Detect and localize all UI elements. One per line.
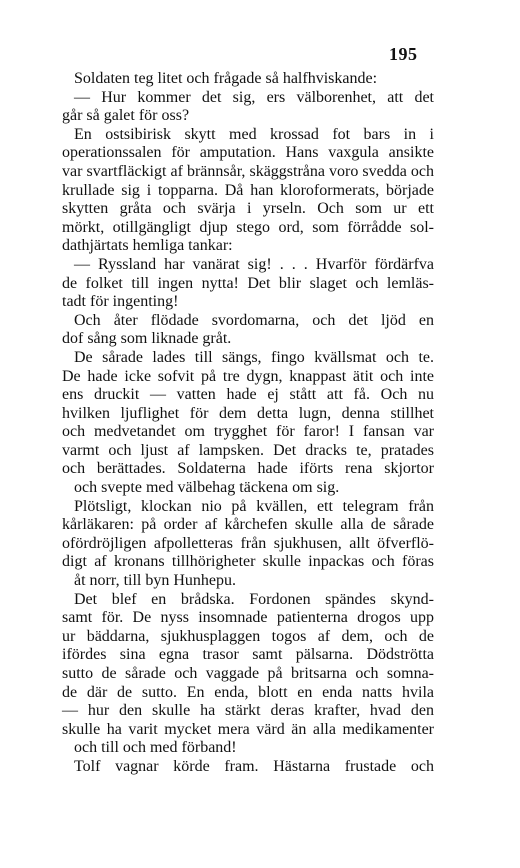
body-text (62, 70, 434, 777)
text-line: var svartfläckigt af brännsår, skäggstråna voro svedda och (62, 162, 434, 180)
text-line: ur bäddarna, sjukhusplaggen togos af dem, och de (62, 627, 434, 645)
text-line: operationssalen för amputation. Hans vaxgula ansikte (62, 144, 434, 162)
text-line: Plötsligt, klockan nio på kvällen, ett telegram från (74, 497, 434, 515)
text-line: Tolf vagnar körde fram. Hästarna frustade och (74, 757, 434, 775)
text-line: — Hur kommer det sig, ers välborenhet, att det (74, 88, 434, 106)
text-line: dof sång som liknade gråt. (62, 330, 232, 348)
text-line: varmt och ljust af lampsken. Det dracks te, pratades (62, 441, 434, 459)
text-line: digt af kronans tillhörigheter skulle inpackas och föras (62, 553, 434, 571)
text-line: En ostsibirisk skytt med krossad fot bars in i (74, 125, 434, 143)
text-line: — Ryssland har vanärat sig! . . . Hvarför fördärfva (74, 255, 434, 273)
text-line: skulle ha varit mycket mera värd än alla medikamenter (62, 720, 434, 738)
text-line: — hur den skulle ha stärkt deras krafter, hvad den (62, 702, 434, 720)
text-line: och berättades. Soldaterna hade iförts rena skjortor (62, 460, 434, 478)
text-line: går så galet för oss? (62, 107, 190, 125)
text-line: ens druckit — vatten hade ej stått att få. Och nu (62, 386, 434, 404)
text-line: sutto de sårade och vaggade på britsarna och somna- (62, 665, 434, 682)
text-line: hvilken ljuflighet för dem detta lugn, denna stillhet (62, 404, 434, 422)
text-line: Och åter flödade svordomarna, och det ljöd en (74, 311, 434, 329)
text-line: skytten gråta och svärja i yrseln. Och som ur ett (62, 200, 434, 218)
text-line: ofördröjligen afpolletteras från sjukhusen, allt öfverflö- (62, 534, 434, 552)
text-line: de där de sutto. En enda, blott en enda natts hvila (62, 683, 434, 701)
text-line: Soldaten teg litet och frågade så halfhviskande: (74, 70, 378, 87)
text-line: mörkt, otillgängligt djup stego ord, som förrådde sol- (62, 218, 434, 236)
text-line: kårläkaren: på order af kårchefen skulle alla de sårade (62, 516, 434, 534)
text-line: dathjärtats hemliga tankar: (62, 237, 233, 255)
text-line: De sårade lades till sängs, fingo kvällsmat och te. (74, 348, 434, 366)
text-line: åt norr, till byn Hunhepu. (74, 572, 236, 590)
text-line: Det blef en brådska. Fordonen spändes skynd- (74, 590, 434, 608)
text-line: krullade sig i topparna. Då han kloroformerats, började (62, 181, 434, 199)
page-number: 195 (389, 44, 418, 64)
text-line: och svepte med välbehag täckena om sig. (74, 479, 340, 497)
text-line: De hade icke sofvit på tre dygn, knappast ätit och inte (62, 367, 434, 385)
text-line: tadt för ingenting! (62, 293, 179, 311)
text-line: de folket till ingen nytta! Det blir slaget och lemläs- (62, 274, 434, 292)
text-line: och till och med förband! (74, 739, 237, 757)
text-line: ifördes sina egna trasor samt pälsarna. Dödströtta (62, 646, 434, 664)
text-line: samt för. De nyss insomnade patienterna drogos upp (62, 609, 434, 627)
text-line: och medvetandet om trygghet för faror! I fansan var (62, 423, 434, 441)
